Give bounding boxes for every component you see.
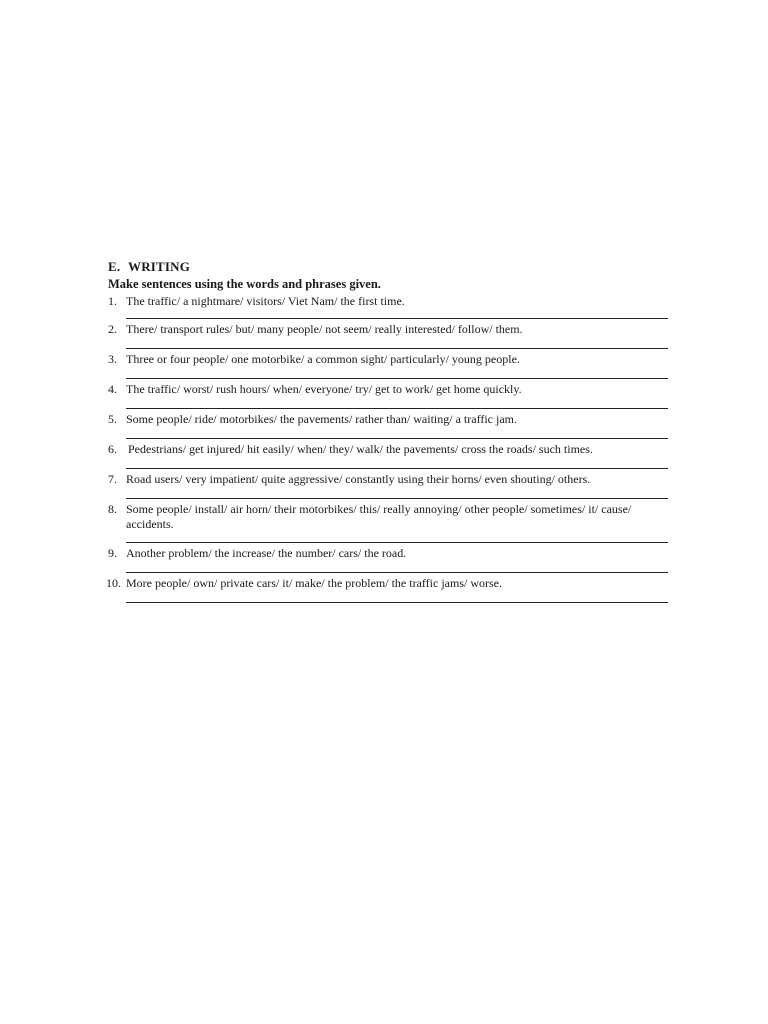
exercise-item-7 [108, 472, 668, 487]
item-prompt: More people/ own/ private cars/ it/ make/ the problem/ the traffic jams/ worse. [126, 576, 502, 590]
item-number: 3. [108, 352, 117, 366]
item-number: 4. [108, 382, 117, 396]
item-prompt: Some people/ ride/ motorbikes/ the pavements/ rather than/ waiting/ a traffic jam. [126, 412, 517, 426]
exercise-item-9 [108, 546, 668, 561]
writing-exercise [108, 259, 668, 603]
exercise-item-3 [108, 352, 668, 367]
item-number: 10. [106, 576, 121, 590]
answer-line-2[interactable] [126, 348, 668, 349]
item-prompt: There/ transport rules/ but/ many people/ not seem/ really interested/ follow/ them. [126, 322, 523, 336]
section-letter: E. [108, 259, 121, 274]
item-prompt: Three or four people/ one motorbike/ a common sight/ particularly/ young people. [126, 352, 520, 366]
item-prompt: Road users/ very impatient/ quite aggressive/ constantly using their horns/ even shouting/ others. [126, 472, 591, 486]
section-heading [108, 259, 668, 275]
answer-line-10[interactable] [126, 602, 668, 603]
item-number: 8. [108, 502, 117, 516]
item-number: 1. [108, 294, 117, 308]
item-number: 6. [108, 442, 117, 456]
item-prompt: Some people/ install/ air horn/ their motorbikes/ this/ really annoying/ other people/ sometimes/ it/ cause/ accidents. [126, 502, 632, 531]
item-number: 5. [108, 412, 117, 426]
exercise-item-8 [108, 502, 668, 532]
item-prompt: The traffic/ worst/ rush hours/ when/ everyone/ try/ get to work/ get home quickly. [126, 382, 522, 396]
answer-line-8[interactable] [126, 542, 668, 543]
item-number: 2. [108, 322, 117, 336]
item-prompt: Pedestrians/ get injured/ hit easily/ when/ they/ walk/ the pavements/ cross the roads/ such times. [128, 442, 593, 456]
exercise-item-1 [108, 294, 668, 309]
section-title: WRITING [128, 259, 191, 274]
answer-line-1[interactable] [126, 318, 668, 319]
exercise-item-6 [108, 442, 668, 457]
answer-line-3[interactable] [126, 378, 668, 379]
exercise-list [108, 294, 668, 603]
exercise-item-2 [108, 322, 668, 337]
answer-line-4[interactable] [126, 408, 668, 409]
answer-line-9[interactable] [126, 572, 668, 573]
exercise-item-5 [108, 412, 668, 427]
exercise-item-4 [108, 382, 668, 397]
item-prompt: The traffic/ a nightmare/ visitors/ Viet Nam/ the first time. [126, 294, 405, 308]
exercise-instruction: Make sentences using the words and phrases given. [108, 277, 381, 291]
exercise-item-10 [108, 576, 668, 591]
item-prompt: Another problem/ the increase/ the number/ cars/ the road. [126, 546, 407, 560]
answer-line-7[interactable] [126, 498, 668, 499]
item-number: 9. [108, 546, 117, 560]
item-number: 7. [108, 472, 117, 486]
answer-line-5[interactable] [126, 438, 668, 439]
answer-line-6[interactable] [126, 468, 668, 469]
